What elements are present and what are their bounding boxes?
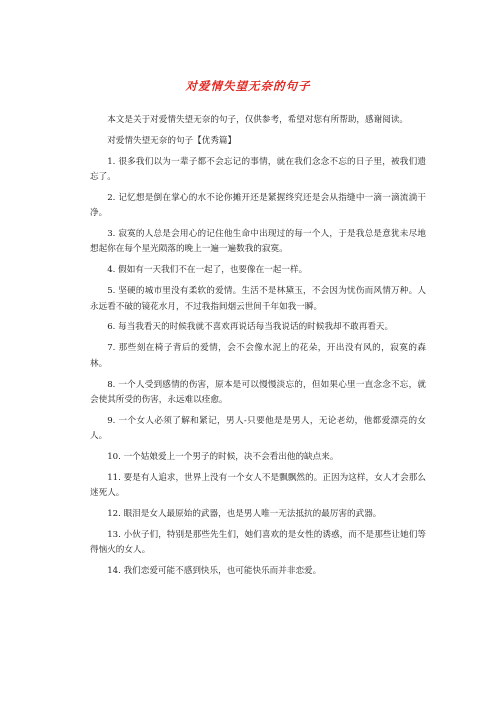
list-item: 7. 那些刻在椅子背后的爱情，会不会像水泥上的花朵，开出没有风的，寂寞的森林。 xyxy=(90,343,426,369)
list-item: 14. 我们恋爱可能不感到快乐，也可能快乐而并非恋爱。 xyxy=(107,566,322,577)
document-body xyxy=(90,113,426,585)
list-item: 4. 假如有一天我们不在一起了，也要像在一起一样。 xyxy=(107,265,308,276)
list-item: 6. 每当我看天的时候我就不喜欢再说话每当我说话的时候我却不敢再看天。 xyxy=(107,322,394,333)
list-item: 9. 一个女人必须了解和紧记，男人-只要他是是男人，无论老幼，他都爱漂亮的女人。 xyxy=(90,415,426,441)
intro-paragraph: 本文是关于对爱情失望无奈的句子，仅供参考，希望对您有所帮助，感谢阅读。 xyxy=(107,115,408,125)
list-item: 2. 记忆想是倒在掌心的水不论你摊开还是紧握终究还是会从指缝中一滴一滴流淌干净。 xyxy=(90,192,426,219)
list-item: 3. 寂寞的人总是会用心的记住他生命中出现过的每一个人，于是我总是意犹未尽地想起你在每个星光陨落的晚上一遍一遍数我的寂寞。 xyxy=(90,229,426,255)
list-item: 12. 眼泪是女人最原始的武器，也是男人唯一无法抵抗的最厉害的武器。 xyxy=(107,508,382,519)
list-item: 10. 一个姑娘爱上一个男子的时候，决不会看出他的缺点来。 xyxy=(107,451,339,462)
list-item: 5. 坚硬的城市里没有柔软的爱情。生活不是林黛玉，不会因为忧伤而风情万种。人永远看不破的镜花水月，不过我指间烟云世间千年如我一瞬。 xyxy=(90,286,426,312)
list-item: 13. 小伙子们，特别是那些先生们，她们喜欢的是女性的诱惑，而不是那些让她们等得恼火的女人。 xyxy=(90,529,426,556)
document-title: 对爱情失望无奈的句子 xyxy=(185,79,311,93)
list-item: 11. 要是有人追求，世界上没有一个女人不是飘飘然的。正因为这样，女人才会那么迷死人。 xyxy=(90,472,426,499)
section-heading: 对爱情失望无奈的句子【优秀篇】 xyxy=(107,135,237,146)
list-item: 1. 很多我们以为一辈子都不会忘记的事情，就在我们念念不忘的日子里，被我们遗忘了。 xyxy=(90,156,426,183)
list-item: 8. 一个人受到感情的伤害，原本是可以慢慢淡忘的，但如果心里一直念念不忘，就会使其所受的伤害，永远难以痊愈。 xyxy=(90,379,426,405)
